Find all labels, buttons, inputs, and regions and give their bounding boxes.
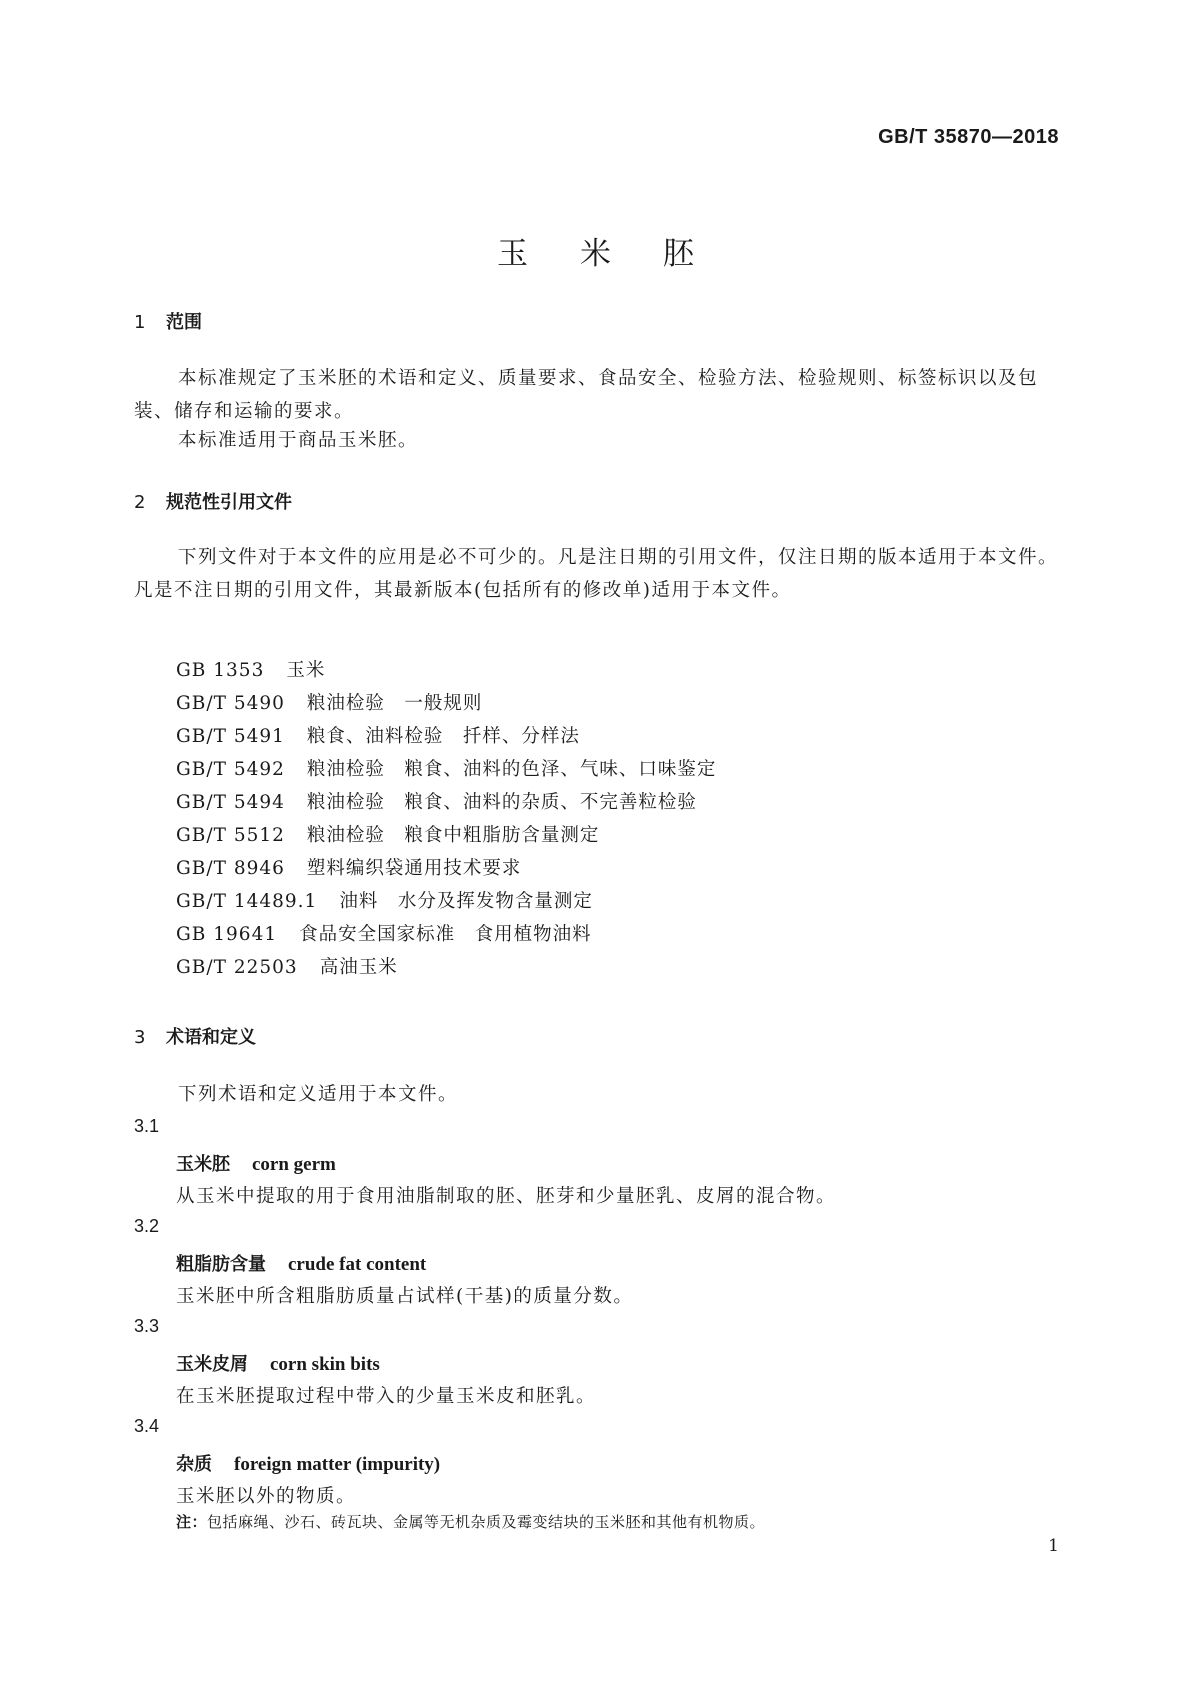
term-definition: 在玉米胚提取过程中带入的少量玉米皮和胚乳。 xyxy=(176,1386,597,1407)
standard-code: GB/T 35870—2018 xyxy=(878,126,1059,148)
list-item xyxy=(176,654,716,687)
list-item xyxy=(176,720,716,753)
note xyxy=(176,1511,765,1532)
section-number: 1 xyxy=(134,312,146,333)
note-label: 注： xyxy=(176,1513,208,1531)
reference-code: GB/T 5494 xyxy=(176,792,285,813)
reference-title: 塑料编织袋通用技术要求 xyxy=(306,858,522,879)
reference-title: 玉米 xyxy=(286,660,326,681)
section-title: 范围 xyxy=(166,312,202,333)
section-title: 规范性引用文件 xyxy=(166,492,292,513)
list-item xyxy=(176,753,716,786)
reference-title: 油料 水分及挥发物含量测定 xyxy=(339,891,593,912)
reference-title: 粮油检验 粮食、油料的色泽、气味、口味鉴定 xyxy=(306,759,717,780)
term-english: crude fat content xyxy=(288,1254,427,1275)
section-2-heading xyxy=(134,488,292,514)
section-3-heading xyxy=(134,1023,256,1049)
term-english: corn skin bits xyxy=(270,1354,380,1375)
reference-code: GB/T 14489.1 xyxy=(176,891,318,912)
term-definition: 从玉米中提取的用于食用油脂制取的胚、胚芽和少量胚乳、皮屑的混合物。 xyxy=(176,1186,837,1207)
reference-code: GB/T 5491 xyxy=(176,726,285,747)
note-text: 包括麻绳、沙石、砖瓦块、金属等无机杂质及霉变结块的玉米胚和其他有机物质。 xyxy=(207,1513,766,1531)
section-1-heading xyxy=(134,308,202,334)
list-item xyxy=(176,852,716,885)
section-title: 术语和定义 xyxy=(166,1027,256,1048)
reference-code: GB/T 22503 xyxy=(176,957,298,978)
list-item xyxy=(176,918,716,951)
term-definition: 玉米胚以外的物质。 xyxy=(176,1486,357,1507)
term-number: 3.1 xyxy=(134,1116,160,1136)
reference-title: 粮食、油料检验 扦样、分样法 xyxy=(306,726,580,747)
term-number: 3.3 xyxy=(134,1316,160,1336)
list-item xyxy=(176,885,716,918)
reference-code: GB/T 5490 xyxy=(176,693,285,714)
term-chinese: 玉米皮屑 xyxy=(176,1354,248,1375)
section-1-paragraph-1: 本标准规定了玉米胚的术语和定义、质量要求、食品安全、检验方法、检验规则、标签标识以及包装、储存和运输的要求。 xyxy=(134,368,1039,422)
reference-title: 粮油检验 一般规则 xyxy=(306,693,483,714)
term-chinese: 杂质 xyxy=(176,1454,212,1475)
term-english: corn germ xyxy=(252,1154,336,1175)
list-item xyxy=(176,951,716,984)
section-number: 3 xyxy=(134,1027,146,1048)
term-heading xyxy=(176,1350,380,1376)
term-english: foreign matter (impurity) xyxy=(234,1454,441,1475)
section-3-intro: 下列术语和定义适用于本文件。 xyxy=(178,1084,459,1105)
term-heading xyxy=(176,1250,426,1276)
section-2-intro: 下列文件对于本文件的应用是必不可少的。凡是注日期的引用文件，仅注日期的版本适用于本文件。凡是不注日期的引用文件，其最新版本(包括所有的修改单)适用于本文件。 xyxy=(134,547,1059,601)
term-heading xyxy=(176,1150,336,1176)
reference-title: 食品安全国家标准 食用植物油料 xyxy=(299,924,592,945)
term-heading xyxy=(176,1450,440,1476)
section-number: 2 xyxy=(134,492,146,513)
term-chinese: 玉米胚 xyxy=(176,1154,230,1175)
reference-code: GB 19641 xyxy=(176,924,278,945)
document-title: 玉米胚 xyxy=(497,236,746,272)
term-number: 3.2 xyxy=(134,1216,160,1236)
term-chinese: 粗脂肪含量 xyxy=(176,1254,266,1275)
list-item xyxy=(176,819,716,852)
list-item xyxy=(176,687,716,720)
term-number: 3.4 xyxy=(134,1416,160,1436)
reference-title: 粮油检验 粮食、油料的杂质、不完善粒检验 xyxy=(306,792,697,813)
reference-title: 粮油检验 粮食中粗脂肪含量测定 xyxy=(306,825,600,846)
reference-code: GB/T 5512 xyxy=(176,825,285,846)
page-number: 1 xyxy=(1048,1536,1059,1556)
reference-code: GB/T 8946 xyxy=(176,858,285,879)
reference-title: 高油玉米 xyxy=(319,957,398,978)
reference-code: GB/T 5492 xyxy=(176,759,285,780)
term-definition: 玉米胚中所含粗脂肪质量占试样(干基)的质量分数。 xyxy=(176,1286,634,1307)
reference-code: GB 1353 xyxy=(176,660,265,681)
reference-list xyxy=(176,654,716,984)
section-1-paragraph-2: 本标准适用于商品玉米胚。 xyxy=(178,430,419,451)
list-item xyxy=(176,786,716,819)
